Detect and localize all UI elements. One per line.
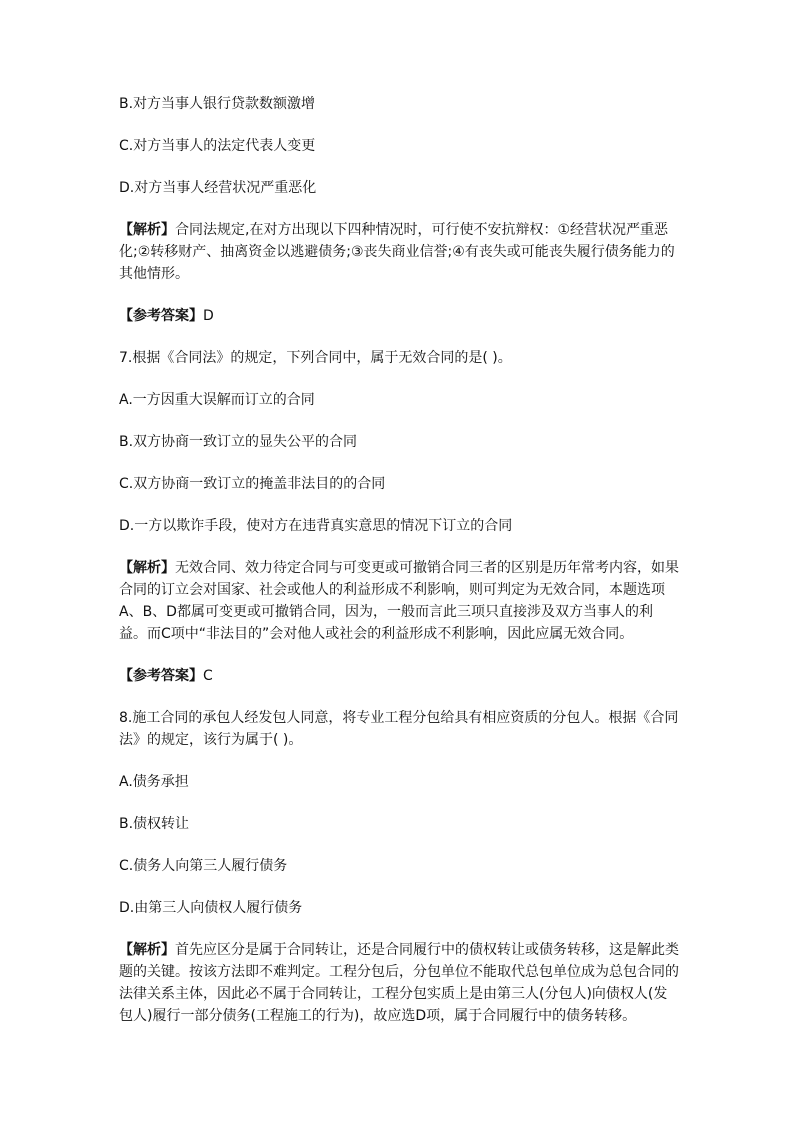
option-d-q6: D.对方当事人经营状况严重恶化 <box>119 180 317 196</box>
option-c-q8: C.债务人向第三人履行债务 <box>119 858 288 874</box>
option-a-q7: A.一方因重大误解而订立的合同 <box>119 392 315 408</box>
answer-tag: 【参考答案】 <box>119 668 203 684</box>
analysis-text: 无效合同、效力待定合同与可变更或可撤销合同三者的区别是历年常考内容，如果合同的订立会对国家、社会或他人的利益形成不利影响，则可判定为无效合同，本题选项A、B、D都属可变更或可撤销合同，因为，一般而言此三项只直接涉及双方当事人的利益。而C项中“非法目的”会对他人或社会的利益形成不利影响，因此应属无效合同。 <box>119 560 679 642</box>
answer-q7 <box>119 665 679 687</box>
option-a-q8: A.债务承担 <box>119 774 189 790</box>
analysis-tag: 【解析】 <box>119 560 175 576</box>
analysis-text: 合同法规定,在对方出现以下四种情况时，可行使不安抗辩权：①经营状况严重恶化;②转移财产、抽离资金以逃避债务;③丧失商业信誉;④有丧失或可能丧失履行债务能力的其他情形。 <box>119 222 675 282</box>
analysis-tag: 【解析】 <box>119 942 175 958</box>
question-7: 7.根据《合同法》的规定，下列合同中，属于无效合同的是( )。 <box>119 350 512 366</box>
question-8: 8.施工合同的承包人经发包人同意，将专业工程分包给具有相应资质的分包人。根据《合同法》的规定，该行为属于( )。 <box>119 710 679 748</box>
option-d-q7: D.一方以欺诈手段，使对方在违背真实意思的情况下订立的合同 <box>119 518 513 534</box>
option-d-q8: D.由第三人向债权人履行债务 <box>119 900 303 916</box>
answer-tag: 【参考答案】 <box>119 308 203 324</box>
option-b-q7: B.双方协商一致订立的显失公平的合同 <box>119 434 358 450</box>
analysis-q7 <box>119 557 679 645</box>
answer-value: D <box>203 308 214 324</box>
analysis-q6 <box>119 219 679 285</box>
analysis-q8 <box>119 939 679 1027</box>
answer-value: C <box>203 668 213 684</box>
answer-q6 <box>119 305 679 327</box>
option-b-q6: B.对方当事人银行贷款数额激增 <box>119 96 316 112</box>
analysis-tag: 【解析】 <box>119 222 175 238</box>
analysis-text: 首先应区分是属于合同转让，还是合同履行中的债权转让或债务转移，这是解此类题的关键。按该方法即不难判定。工程分包后，分包单位不能取代总包单位成为总包合同的法律关系主体，因此必不属于合同转让，工程分包实质上是由第三人(分包人)向债权人(发包人)履行一部分债务(工程施工的行为)，故应选D项，属于合同履行中的债务转移。 <box>119 942 679 1024</box>
option-c-q7: C.双方协商一致订立的掩盖非法目的的合同 <box>119 476 386 492</box>
option-c-q6: C.对方当事人的法定代表人变更 <box>119 138 316 154</box>
document-page <box>119 93 679 1027</box>
option-b-q8: B.债权转让 <box>119 816 190 832</box>
